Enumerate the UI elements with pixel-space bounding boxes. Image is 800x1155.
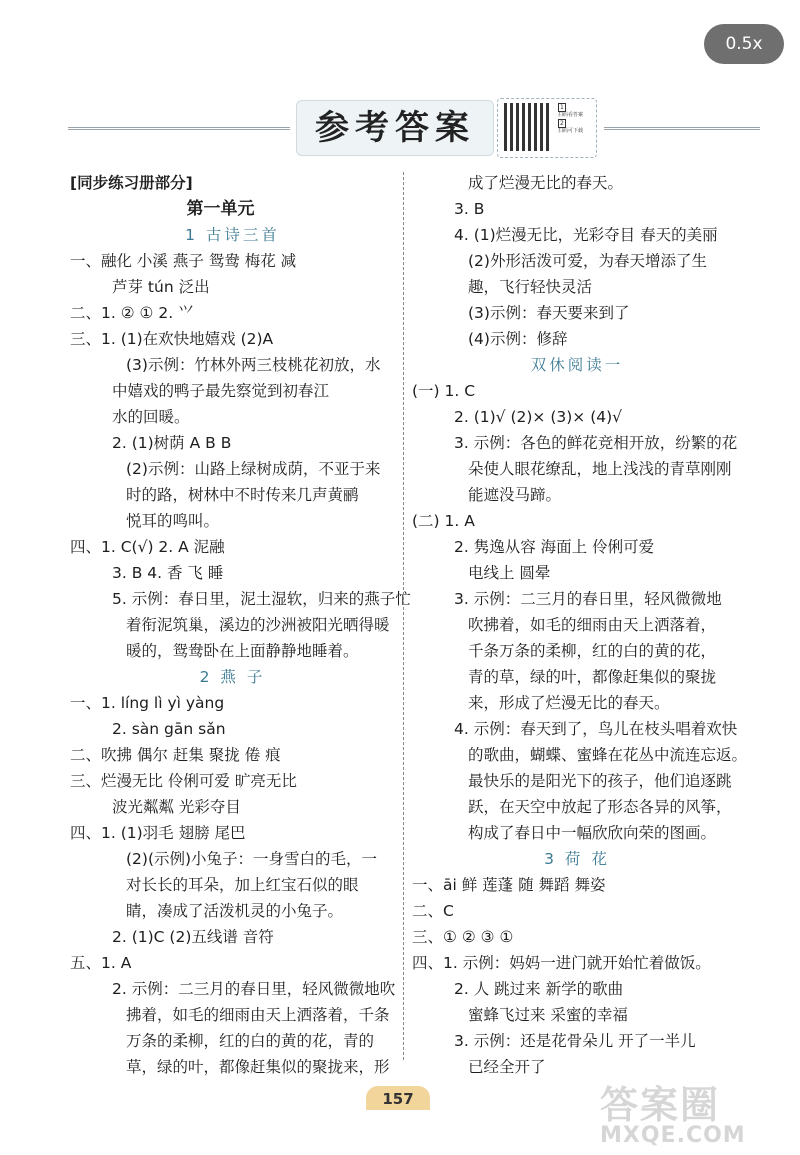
answer-line: 2. (1)C (2)五线谱 音符 — [112, 928, 274, 946]
qr-label-number: 2 — [560, 120, 564, 127]
answer-line: 三、① ② ③ ① — [412, 928, 514, 946]
answer-line: 已经全开了 — [468, 1058, 546, 1076]
answer-line: 睛，凑成了活泼机灵的小兔子。 — [126, 902, 344, 920]
answer-line: 能遮没马蹄。 — [468, 486, 562, 504]
answer-line: 构成了春日中一幅欣欣向荣的图画。 — [468, 824, 717, 842]
qr-code-panel[interactable] — [497, 98, 597, 158]
answer-line: 二、1. ② ① 2. ⺍ — [70, 304, 194, 322]
answer-line: 悦耳的鸣叫。 — [126, 512, 220, 530]
qr-label-number: 1 — [560, 104, 564, 111]
answer-line: 五、1. A — [70, 954, 132, 972]
answer-line: 2. sàn gān sǎn — [112, 720, 226, 738]
answer-line: 2. 示例：二三月的春日里，轻风微微地吹 — [112, 980, 396, 998]
answer-line: 4. 示例：春天到了，鸟儿在枝头唱着欢快 — [454, 720, 738, 738]
section-heading: [同步练习册部分] — [70, 174, 193, 192]
qr-label-text: 扫码可下载 — [558, 128, 584, 134]
column-divider — [403, 172, 404, 1060]
answer-line: 的歌曲，蝴蝶、蜜蜂在花丛中流连忘返。 — [468, 746, 748, 764]
watermark-logo — [600, 1074, 790, 1152]
answer-line: 蜜蜂飞过来 采蜜的幸福 — [468, 1006, 628, 1024]
answer-line: 二、吹拂 偶尔 赶集 聚拢 倦 痕 — [70, 746, 281, 764]
answer-line: 千条万条的柔柳，红的白的黄的花， — [468, 642, 717, 660]
answer-line: 着衔泥筑巢，溪边的沙洲被阳光晒得暖 — [126, 616, 390, 634]
answer-line: 暖的，鸳鸯卧在上面静静地睡着。 — [126, 642, 359, 660]
answer-line: 水的回暖。 — [112, 408, 190, 426]
unit-heading: 第一单元 — [186, 199, 255, 219]
lesson-heading: 1 古诗三首 — [185, 226, 280, 244]
answer-line: 趣，飞行轻快灵活 — [468, 278, 593, 296]
answer-line: 电线上 圆晕 — [468, 564, 551, 582]
answer-line: 草，绿的叶，都像赶集似的聚拢来，形 — [126, 1058, 390, 1076]
answer-line: (3)示例：春天要来到了 — [468, 304, 630, 322]
qr-label-text: 扫码看答案 — [558, 112, 584, 118]
answer-line: 青的草，绿的叶，都像赶集似的聚拢 — [468, 668, 717, 686]
title-rule-left — [68, 127, 290, 130]
answer-line: 3. B — [454, 200, 485, 218]
answer-line: 3. 示例：各色的鲜花竞相开放，纷繁的花 — [454, 434, 738, 452]
answer-line: 最快乐的是阳光下的孩子，他们追逐跳 — [468, 772, 732, 790]
answer-line: 成了烂漫无比的春天。 — [468, 174, 624, 192]
answer-line: 3. 示例：二三月的春日里，轻风微微地 — [454, 590, 722, 608]
answer-line: 对长长的耳朵，加上红宝石似的眼 — [126, 876, 359, 894]
answer-line: 一、1. líng lì yì yàng — [70, 694, 225, 712]
answer-line: 四、1. C(√) 2. A 泥融 — [70, 538, 225, 556]
answer-line: 朵使人眼花缭乱，地上浅浅的青草刚刚 — [468, 460, 732, 478]
answer-line: (2)外形活泼可爱，为春天增添了生 — [468, 252, 707, 270]
answer-line: (2)示例：山路上绿树成荫，不亚于来 — [126, 460, 381, 478]
answer-line: 三、烂漫无比 伶俐可爱 旷亮无比 — [70, 772, 297, 790]
page-title: 参考答案 — [296, 100, 494, 156]
answer-line: 四、1. (1)羽毛 翅膀 尾巴 — [70, 824, 246, 842]
zoom-level-badge[interactable]: 0.5x — [704, 24, 784, 64]
answer-line: 四、1. 示例：妈妈一进门就开始忙着做饭。 — [412, 954, 711, 972]
answer-line: 一、融化 小溪 燕子 鸳鸯 梅花 减 — [70, 252, 297, 270]
title-rule-right — [604, 127, 760, 130]
answer-line: 3. 示例：还是花骨朵儿 开了一半儿 — [454, 1032, 696, 1050]
qr-labels — [558, 103, 594, 135]
answer-line: (二) 1. A — [412, 512, 475, 530]
answer-line: (一) 1. C — [412, 382, 476, 400]
answer-line: 4. (1)烂漫无比，光彩夺目 春天的美丽 — [454, 226, 718, 244]
page-number: 157 — [366, 1086, 430, 1110]
qr-code-icon[interactable] — [504, 103, 552, 151]
answer-line: 跃，在天空中放起了形态各异的风筝， — [468, 798, 732, 816]
answer-line: 芦芽 tún 泛出 — [112, 278, 210, 296]
answer-line: 5. 示例：春日里，泥土湿软，归来的燕子忙 — [112, 590, 411, 608]
answer-line: 中嬉戏的鸭子最先察觉到初春江 — [112, 382, 330, 400]
lesson-heading: 3 荷 花 — [544, 850, 610, 868]
watermark-url: MXQE.COM — [600, 1123, 746, 1148]
answer-line: 来，形成了烂漫无比的春天。 — [468, 694, 670, 712]
answer-line: 一、āi 鲜 莲蓬 随 舞蹈 舞姿 — [412, 876, 606, 894]
answer-line: 拂着，如毛的细雨由天上洒落着，千条 — [126, 1006, 390, 1024]
answer-line: (3)示例：竹林外两三枝桃花初放，水 — [126, 356, 381, 374]
answer-column-right — [412, 170, 748, 1080]
answer-line: 2. (1)√ (2)× (3)× (4)√ — [454, 408, 623, 426]
answer-line: 三、1. (1)在欢快地嬉戏 (2)A — [70, 330, 274, 348]
answer-line: 2. (1)树荫 A B B — [112, 434, 232, 452]
lesson-heading: 双休阅读一 — [530, 356, 624, 374]
answer-line: 时的路，树林中不时传来几声黄鹂 — [126, 486, 359, 504]
answer-line: 2. 人 跳过来 新学的歌曲 — [454, 980, 624, 998]
answer-line: (2)(示例)小兔子：一身雪白的毛，一 — [126, 850, 378, 868]
watermark-text: 答案圈 — [600, 1083, 721, 1127]
answer-line: (4)示例：修辞 — [468, 330, 568, 348]
answer-line: 万条的柔柳，红的白的黄的花，青的 — [126, 1032, 375, 1050]
answer-line: 3. B 4. 香 飞 睡 — [112, 564, 224, 582]
answer-line: 二、C — [412, 902, 454, 920]
answer-column-left — [70, 170, 411, 1080]
answer-line: 吹拂着，如毛的细雨由天上洒落着， — [468, 616, 717, 634]
answer-line: 波光粼粼 光彩夺目 — [112, 798, 241, 816]
lesson-heading: 2 燕 子 — [199, 668, 266, 686]
answer-line: 2. 隽逸从容 海面上 伶俐可爱 — [454, 538, 655, 556]
